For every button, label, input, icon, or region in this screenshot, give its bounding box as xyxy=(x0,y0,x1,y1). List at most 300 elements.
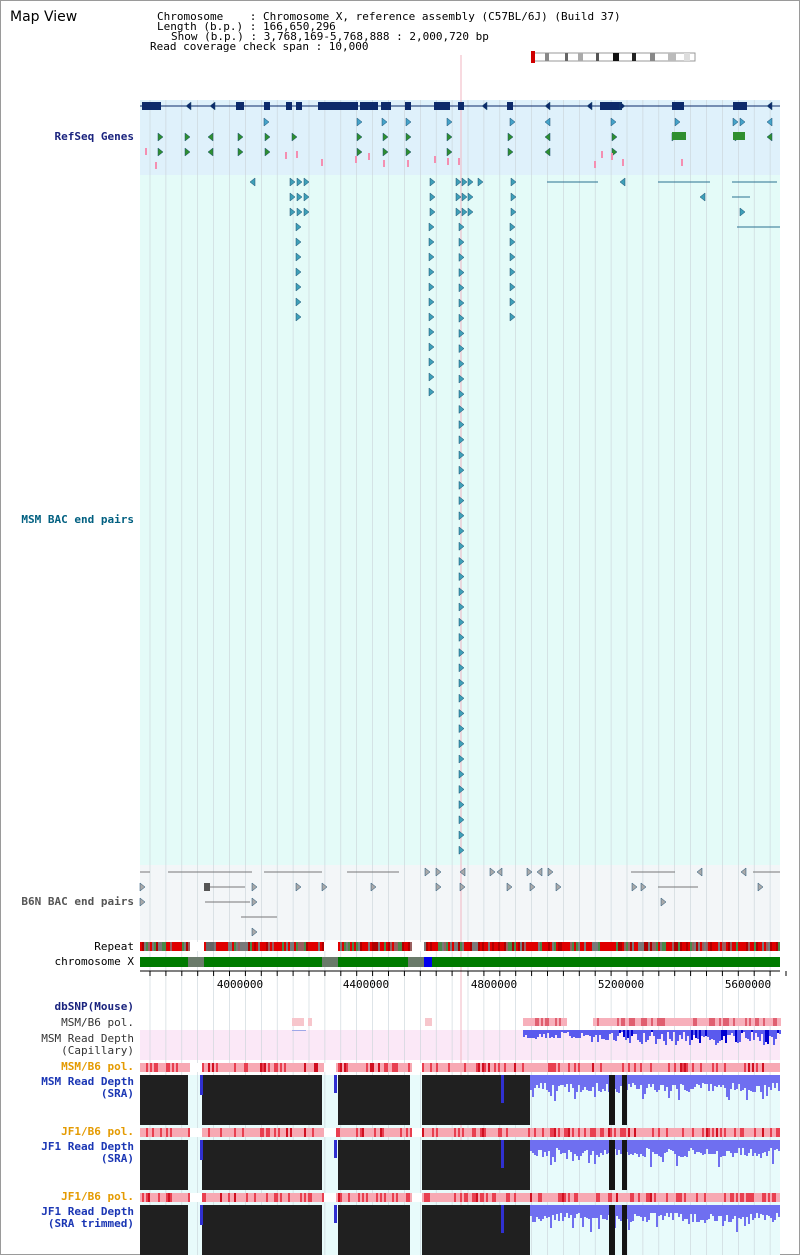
depth-bar xyxy=(706,1205,708,1220)
repeat-segment xyxy=(734,942,736,951)
capillary-depth-bar xyxy=(629,1030,631,1043)
depth-bar xyxy=(592,1140,594,1151)
repeat-segment xyxy=(212,942,214,951)
depth-bar xyxy=(536,1205,538,1217)
depth-bar xyxy=(628,1205,630,1230)
pol-segment xyxy=(734,1128,736,1137)
pol-segment xyxy=(677,1018,679,1026)
track-label-dbsnp[interactable]: dbSNP(Mouse) xyxy=(54,1000,134,1013)
pol-segment xyxy=(252,1128,254,1137)
repeat-segment xyxy=(470,942,472,951)
pol-segment xyxy=(531,1018,533,1026)
snp-mark xyxy=(447,158,449,165)
repeat-segment xyxy=(372,942,374,951)
snp-mark xyxy=(681,159,683,166)
pol-segment xyxy=(436,1063,438,1072)
pol-segment xyxy=(392,1128,394,1137)
repeat-segment xyxy=(542,942,544,951)
pol-segment xyxy=(576,1063,578,1072)
pol-segment xyxy=(368,1128,370,1137)
pol-segment xyxy=(158,1193,160,1202)
depth-edge xyxy=(200,1075,203,1095)
pol-segment xyxy=(268,1193,270,1202)
repeat-segment xyxy=(434,942,436,951)
pol-segment xyxy=(662,1063,664,1072)
pol-segment xyxy=(438,1193,440,1202)
pol-segment xyxy=(156,1193,158,1202)
repeat-segment xyxy=(652,942,654,951)
pol-segment xyxy=(533,1018,535,1026)
depth-bar xyxy=(656,1075,658,1092)
depth-bar xyxy=(668,1075,670,1098)
repeat-segment xyxy=(776,942,778,951)
pol-segment xyxy=(676,1193,678,1202)
pol-segment xyxy=(202,1193,204,1202)
pol-segment xyxy=(210,1193,212,1202)
pol-segment xyxy=(603,1018,605,1026)
repeat-segment xyxy=(502,942,504,951)
pol-segment xyxy=(332,1128,334,1137)
pol-segment xyxy=(754,1128,756,1137)
capillary-depth-bar xyxy=(539,1030,541,1034)
pol-segment xyxy=(382,1193,384,1202)
depth-bar xyxy=(650,1205,652,1213)
depth-bar xyxy=(742,1075,744,1090)
pol-segment xyxy=(280,1193,282,1202)
pol-segment xyxy=(750,1128,752,1137)
depth-bar xyxy=(690,1075,692,1089)
depth-bar xyxy=(674,1205,676,1213)
depth-bar xyxy=(620,1140,622,1154)
pol-segment xyxy=(601,1018,603,1026)
pol-segment xyxy=(336,1063,338,1072)
depth-bar xyxy=(606,1140,608,1154)
repeat-segment xyxy=(362,942,364,951)
depth-bar xyxy=(590,1205,592,1232)
pol-segment xyxy=(584,1193,586,1202)
pol-segment xyxy=(366,1193,368,1202)
depth-bar xyxy=(602,1075,604,1089)
depth-bar xyxy=(700,1140,702,1153)
depth-bar xyxy=(548,1075,550,1092)
pol-segment xyxy=(706,1128,708,1137)
pol-segment xyxy=(262,1128,264,1137)
pol-segment xyxy=(432,1063,434,1072)
capillary-depth-bar xyxy=(543,1030,545,1034)
pol-segment xyxy=(290,1128,292,1137)
depth-bar xyxy=(708,1075,710,1091)
pol-segment xyxy=(220,1193,222,1202)
repeat-segment xyxy=(764,942,766,951)
pol-segment xyxy=(546,1193,548,1202)
capillary-depth-bar xyxy=(585,1030,587,1035)
repeat-segment xyxy=(344,942,346,951)
depth-bar xyxy=(660,1205,662,1215)
depth-bar xyxy=(694,1205,696,1214)
pol-segment xyxy=(559,1018,561,1026)
pol-segment xyxy=(352,1063,354,1072)
depth-bar xyxy=(740,1140,742,1155)
pol-segment xyxy=(192,1063,194,1072)
pol-segment xyxy=(478,1128,480,1137)
repeat-segment xyxy=(528,942,530,951)
pol-segment xyxy=(278,1063,280,1072)
repeat-segment xyxy=(422,942,424,951)
depth-bar xyxy=(744,1205,746,1226)
pol-segment xyxy=(170,1063,172,1072)
pol-segment xyxy=(264,1193,266,1202)
depth-bar xyxy=(596,1140,598,1155)
depth-bar xyxy=(762,1205,764,1215)
pol-segment xyxy=(250,1063,252,1072)
pol-segment xyxy=(506,1193,508,1202)
pol-segment xyxy=(770,1128,772,1137)
depth-bar xyxy=(562,1140,564,1153)
pol-segment xyxy=(568,1063,570,1072)
snp-mark xyxy=(321,159,323,166)
pol-segment xyxy=(600,1063,602,1072)
repeat-segment xyxy=(490,942,492,951)
depth-bar xyxy=(714,1140,716,1154)
pol-segment xyxy=(770,1063,772,1072)
pol-segment xyxy=(452,1128,454,1137)
repeat-segment xyxy=(482,942,484,951)
repeat-segment xyxy=(292,942,294,951)
snp-mark xyxy=(622,159,624,166)
pol-segment xyxy=(402,1193,404,1202)
pol-segment xyxy=(462,1128,464,1137)
pol-segment xyxy=(392,1193,394,1202)
pol-segment xyxy=(686,1063,688,1072)
pol-segment xyxy=(596,1063,598,1072)
pol-segment xyxy=(622,1063,624,1072)
depth-bar xyxy=(688,1075,690,1092)
pol-segment xyxy=(597,1018,599,1026)
pol-segment xyxy=(340,1128,342,1137)
pol-segment xyxy=(649,1018,651,1026)
pol-segment xyxy=(736,1063,738,1072)
depth-bar xyxy=(594,1075,596,1097)
pol-segment xyxy=(769,1018,771,1026)
depth-bar xyxy=(712,1075,714,1091)
depth-bar xyxy=(720,1205,722,1216)
pol-segment xyxy=(314,1063,316,1072)
depth-bar xyxy=(620,1075,622,1086)
depth-bar xyxy=(580,1205,582,1218)
depth-bar xyxy=(684,1075,686,1090)
pol-segment xyxy=(328,1193,330,1202)
ideogram-band xyxy=(613,53,619,61)
pol-segment xyxy=(548,1193,550,1202)
pol-segment xyxy=(761,1018,763,1026)
depth-bar xyxy=(726,1075,728,1097)
pol-segment xyxy=(556,1193,558,1202)
repeat-segment xyxy=(612,942,614,951)
capillary-depth-bar xyxy=(601,1030,603,1039)
capillary-depth-bar xyxy=(739,1030,741,1042)
pol-segment xyxy=(298,1193,300,1202)
pol-segment xyxy=(302,1063,304,1072)
depth-bar xyxy=(618,1205,620,1219)
pol-segment xyxy=(762,1193,764,1202)
capillary-depth-bar xyxy=(535,1030,537,1039)
pol-segment xyxy=(190,1193,192,1202)
repeat-segment xyxy=(468,942,470,951)
pol-segment xyxy=(537,1018,539,1026)
pol-segment xyxy=(658,1063,660,1072)
track-label-b6n-bac[interactable]: B6N BAC end pairs xyxy=(21,895,134,908)
repeat-segment xyxy=(168,942,170,951)
pol-segment xyxy=(668,1128,670,1137)
repeat-segment xyxy=(676,942,678,951)
depth-bar xyxy=(654,1140,656,1154)
pol-segment xyxy=(502,1193,504,1202)
capillary-depth-bar xyxy=(747,1030,749,1039)
depth-bar xyxy=(542,1140,544,1157)
pol-segment xyxy=(628,1128,630,1137)
pol-segment xyxy=(326,1193,328,1202)
pol-segment xyxy=(154,1063,156,1072)
repeat-segment xyxy=(726,942,728,951)
depth-bar xyxy=(650,1075,652,1087)
pol-segment xyxy=(773,1018,775,1026)
repeat-segment xyxy=(428,942,430,951)
pol-segment xyxy=(692,1128,694,1137)
pol-segment xyxy=(156,1063,158,1072)
repeat-segment xyxy=(628,942,630,951)
depth-bar xyxy=(738,1205,740,1218)
depth-bar xyxy=(692,1140,694,1150)
snp-mark xyxy=(458,158,460,165)
pol-segment xyxy=(238,1128,240,1137)
pol-segment xyxy=(518,1063,520,1072)
pol-segment xyxy=(748,1063,750,1072)
pol-segment xyxy=(476,1063,478,1072)
depth-bar xyxy=(564,1205,566,1217)
pol-segment xyxy=(182,1193,184,1202)
pol-segment xyxy=(646,1063,648,1072)
pol-segment xyxy=(484,1128,486,1137)
depth-bar xyxy=(760,1205,762,1214)
snp-mark xyxy=(611,153,613,160)
pol-segment xyxy=(200,1128,202,1137)
pol-segment xyxy=(188,1193,190,1202)
pol-segment xyxy=(408,1128,410,1137)
pol-segment xyxy=(318,1128,320,1137)
pol-segment xyxy=(732,1128,734,1137)
capillary-depth-bar xyxy=(775,1030,777,1039)
pol-segment xyxy=(647,1018,649,1026)
pol-segment xyxy=(334,1193,336,1202)
pol-segment xyxy=(170,1193,172,1202)
pol-segment xyxy=(593,1018,595,1026)
pol-segment xyxy=(380,1193,382,1202)
pol-segment xyxy=(466,1128,468,1137)
repeat-segment xyxy=(770,942,772,951)
repeat-segment xyxy=(496,942,498,951)
depth-bar xyxy=(726,1205,728,1215)
depth-bar xyxy=(708,1140,710,1154)
pol-segment xyxy=(326,1063,328,1072)
depth-bar xyxy=(756,1140,758,1156)
pol-segment xyxy=(522,1128,524,1137)
pol-segment xyxy=(472,1063,474,1072)
pol-segment xyxy=(474,1128,476,1137)
repeat-segment xyxy=(248,942,250,951)
track-label-msm-bac[interactable]: MSM BAC end pairs xyxy=(21,513,134,526)
pol-segment xyxy=(292,1018,304,1026)
pol-segment xyxy=(322,1128,324,1137)
pol-segment xyxy=(728,1193,730,1202)
pol-segment xyxy=(650,1063,652,1072)
depth-bar xyxy=(580,1140,582,1156)
pol-segment xyxy=(665,1018,667,1026)
repeat-segment xyxy=(416,942,418,951)
pol-segment xyxy=(752,1193,754,1202)
pol-segment xyxy=(636,1063,638,1072)
pol-segment xyxy=(402,1128,404,1137)
pol-segment xyxy=(772,1128,774,1137)
pol-segment xyxy=(142,1063,144,1072)
pol-segment xyxy=(312,1063,314,1072)
repeat-segment xyxy=(174,942,176,951)
pol-segment xyxy=(747,1018,749,1026)
pol-segment xyxy=(192,1193,194,1202)
depth-bar xyxy=(600,1205,602,1215)
depth-bar xyxy=(726,1140,728,1151)
pol-segment xyxy=(286,1063,288,1072)
ideogram-band xyxy=(578,53,583,61)
repeat-segment xyxy=(514,942,516,951)
depth-bar xyxy=(732,1140,734,1157)
pol-segment xyxy=(778,1193,780,1202)
depth-bar xyxy=(590,1075,592,1091)
pol-segment xyxy=(638,1193,640,1202)
pol-segment xyxy=(228,1128,230,1137)
pol-segment xyxy=(216,1063,218,1072)
pol-segment xyxy=(208,1063,210,1072)
repeat-segment xyxy=(312,942,314,951)
pol-segment xyxy=(682,1063,684,1072)
pol-segment xyxy=(572,1193,574,1202)
pol-segment xyxy=(372,1128,374,1137)
pol-segment xyxy=(683,1018,685,1026)
capillary-depth-bar xyxy=(561,1030,563,1032)
pol-segment xyxy=(418,1063,420,1072)
pol-segment xyxy=(726,1193,728,1202)
depth-bar xyxy=(634,1205,636,1214)
pol-segment xyxy=(528,1063,530,1072)
pol-segment xyxy=(727,1018,729,1026)
depth-bar xyxy=(670,1075,672,1091)
pol-segment xyxy=(703,1018,705,1026)
pol-segment xyxy=(442,1063,444,1072)
pol-segment xyxy=(756,1193,758,1202)
repeat-segment xyxy=(662,942,664,951)
gene-block xyxy=(733,132,745,140)
pol-segment xyxy=(592,1193,594,1202)
pol-segment xyxy=(236,1128,238,1137)
track-label-refseq[interactable]: RefSeq Genes xyxy=(54,130,134,143)
pol-segment xyxy=(699,1018,701,1026)
repeat-segment xyxy=(692,942,694,951)
pol-segment xyxy=(688,1063,690,1072)
pol-segment xyxy=(763,1018,765,1026)
pol-segment xyxy=(534,1193,536,1202)
depth-bar xyxy=(704,1140,706,1154)
depth-bar xyxy=(648,1140,650,1149)
pol-segment xyxy=(535,1018,537,1026)
pol-segment xyxy=(500,1193,502,1202)
pol-segment xyxy=(470,1128,472,1137)
pol-segment xyxy=(456,1193,458,1202)
pol-segment xyxy=(755,1018,757,1026)
pol-segment xyxy=(558,1193,560,1202)
pol-segment xyxy=(374,1193,376,1202)
pol-segment xyxy=(777,1018,779,1026)
pol-segment xyxy=(570,1193,572,1202)
repeat-segment xyxy=(424,942,426,951)
pol-segment xyxy=(530,1193,532,1202)
pol-segment xyxy=(172,1128,174,1137)
repeat-segment xyxy=(282,942,284,951)
pol-segment xyxy=(290,1063,292,1072)
pol-segment xyxy=(498,1193,500,1202)
pol-segment xyxy=(611,1018,613,1026)
repeat-segment xyxy=(232,942,234,951)
pol-segment xyxy=(398,1128,400,1137)
capillary-depth-bar xyxy=(679,1030,681,1035)
pol-segment xyxy=(764,1128,766,1137)
snp-mark xyxy=(145,148,147,155)
depth-bar xyxy=(712,1205,714,1216)
depth-bar xyxy=(736,1140,738,1153)
capillary-depth-bar xyxy=(695,1030,697,1038)
pol-segment xyxy=(720,1128,722,1137)
depth-bar xyxy=(646,1075,648,1088)
depth-bar xyxy=(536,1140,538,1156)
pol-segment xyxy=(700,1128,702,1137)
pol-segment xyxy=(166,1128,168,1137)
repeat-segment xyxy=(244,942,246,951)
pol-segment xyxy=(492,1128,494,1137)
depth-bar xyxy=(754,1075,756,1092)
pol-segment xyxy=(774,1128,776,1137)
pol-segment xyxy=(164,1193,166,1202)
repeat-segment xyxy=(524,942,526,951)
pol-segment xyxy=(626,1193,628,1202)
pol-segment xyxy=(368,1193,370,1202)
depth-bar xyxy=(532,1205,534,1222)
repeat-segment xyxy=(444,942,446,951)
pol-segment xyxy=(494,1193,496,1202)
depth-bar xyxy=(562,1075,564,1085)
track-label-msm-b6-pol-2: MSM/B6 pol. xyxy=(61,1060,134,1073)
pol-segment xyxy=(729,1018,731,1026)
pol-segment xyxy=(176,1063,178,1072)
pol-segment xyxy=(726,1063,728,1072)
pol-segment xyxy=(232,1193,234,1202)
pol-segment xyxy=(178,1128,180,1137)
pol-segment xyxy=(250,1128,252,1137)
repeat-segment xyxy=(630,942,632,951)
pol-segment xyxy=(555,1018,557,1026)
pol-segment xyxy=(146,1128,148,1137)
snp-mark xyxy=(368,153,370,160)
pol-segment xyxy=(430,1128,432,1137)
pol-segment xyxy=(246,1063,248,1072)
depth-bar xyxy=(532,1140,534,1153)
